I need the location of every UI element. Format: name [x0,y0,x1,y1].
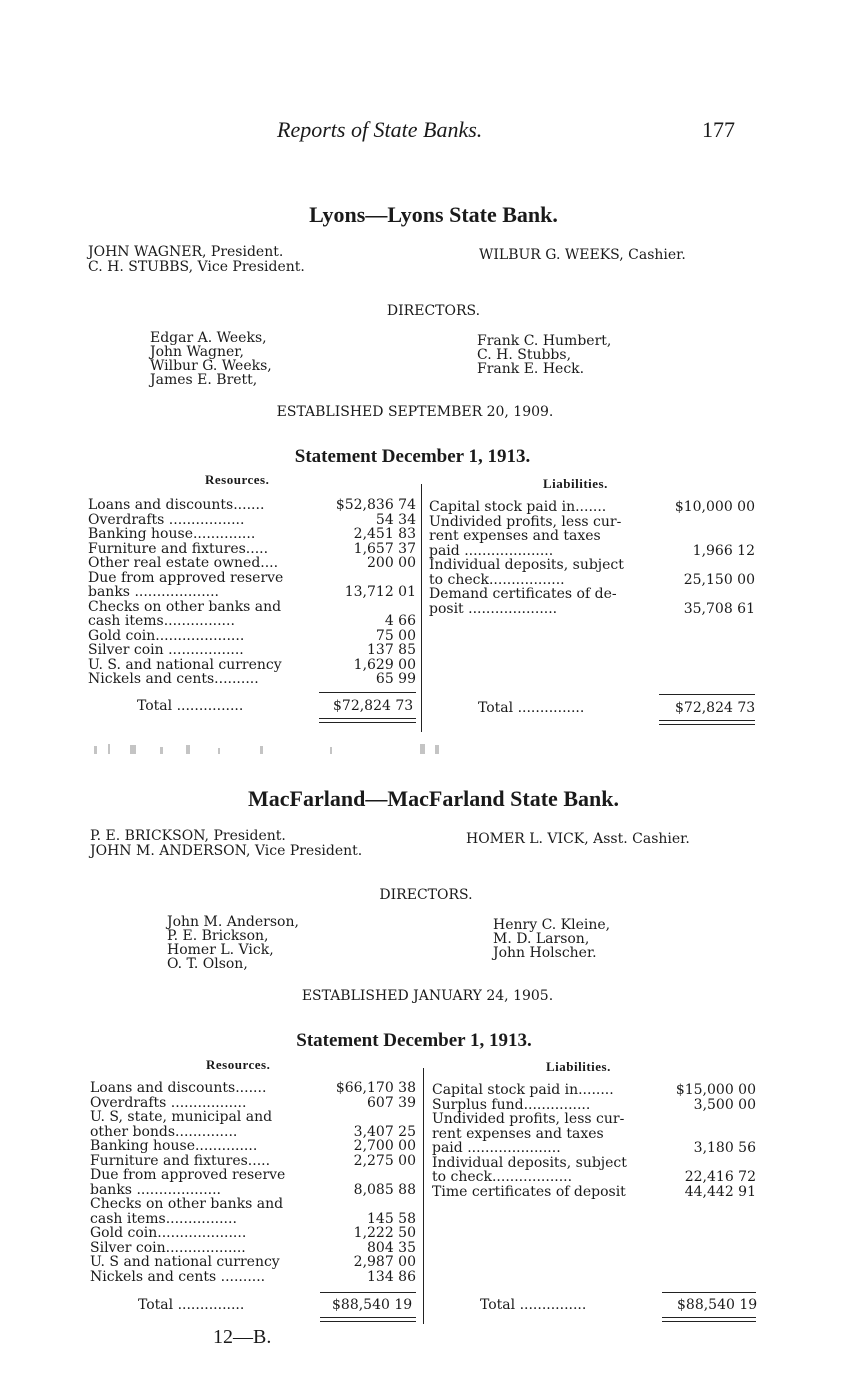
line-item-amount: $15,000 00 [675,1082,756,1098]
line-item-label: Due from approved reserve [90,1167,286,1183]
line-item [432,1170,756,1185]
total-liabilities: $72,824 73 [675,700,756,716]
directors-heading: DIRECTORS. [386,303,481,319]
page-number: 177 [702,117,735,142]
line-item-label: to check................. [429,571,565,588]
running-head-title: Reports of State Banks. [277,117,483,142]
line-item-amount: 2,700 00 [353,1138,416,1154]
line-item [90,1096,416,1111]
line-item-label: Silver coin.................. [90,1239,246,1256]
line-item-label: Checks on other banks and [88,598,282,615]
line-item-amount: 1,629 00 [353,656,416,673]
total-double-rule [320,1317,416,1318]
line-item-amount: 2,987 00 [353,1254,416,1270]
total-resources: $72,824 73 [333,698,414,714]
line-item [429,500,755,515]
line-item-label: Undivided profits, less cur- [432,1111,625,1127]
total-rule [319,692,416,693]
line-item [90,1125,416,1140]
line-item [88,672,416,687]
director-name: John Holscher. [493,945,597,961]
line-item-label: cash items................ [90,1210,237,1227]
line-item-label: Furniture and fixtures..... [90,1152,271,1169]
line-item-label: other bonds.............. [90,1123,238,1140]
liabilities-heading: Liabilities. [543,476,608,491]
director-name: M. D. Larson, [493,931,590,947]
line-item-label: Due from approved reserve [88,569,284,586]
line-item-label: Gold coin.................... [88,627,245,644]
total-label: Total ............... [478,700,585,716]
officer-president: P. E. BRICKSON, President. [90,828,286,844]
line-item [88,629,416,644]
line-item-label: Gold coin.................... [90,1225,247,1241]
established-date: ESTABLISHED SEPTEMBER 20, 1909. [276,404,554,420]
line-item [429,602,755,617]
line-item-label: paid ..................... [432,1140,561,1156]
total-rule [320,1292,416,1293]
line-item-label: banks ................... [90,1181,221,1198]
line-item-amount: 134 86 [367,1268,416,1285]
line-item-amount: 4 66 [384,613,416,629]
line-item-amount: 25,150 00 [683,571,755,588]
line-item [90,1270,416,1285]
line-item [429,558,755,573]
line-item [90,1168,416,1183]
line-item [432,1156,756,1171]
statement-heading: Statement December 1, 1913. [294,446,531,467]
line-item-label: to check.................. [432,1169,573,1185]
line-item [429,515,755,530]
line-item-amount: 1,222 50 [353,1225,416,1241]
line-item [90,1183,416,1198]
total-label: Total ............... [480,1297,587,1313]
line-item [429,544,755,559]
line-item-label: Banking house.............. [88,526,256,542]
line-item [90,1139,416,1154]
printer-signature: 12—B. [213,1326,272,1348]
line-item [432,1083,756,1098]
line-item-amount: 137 85 [367,642,416,658]
line-item [90,1212,416,1227]
total-double-rule [319,722,416,723]
line-item-label: Capital stock paid in....... [429,499,607,515]
line-item-amount: 22,416 72 [684,1169,756,1185]
line-item-amount: 2,451 83 [353,526,416,542]
line-item-label: Nickels and cents .......... [90,1268,266,1285]
bank-title: Lyons—Lyons State Bank. [309,202,558,227]
line-item-label: banks ................... [88,584,219,600]
director-name: Henry C. Kleine, [493,917,611,933]
line-item-label: Overdrafts ................. [90,1094,247,1111]
resources-heading: Resources. [206,1057,271,1072]
line-item [88,600,416,615]
line-item-amount: 35,708 61 [683,600,755,617]
line-item [90,1241,416,1256]
line-item [90,1255,416,1270]
line-item-label: rent expenses and taxes [432,1125,604,1142]
line-item-amount: 8,085 88 [353,1181,416,1198]
line-item [90,1226,416,1241]
line-item [429,573,755,588]
director-name: P. E. Brickson, [167,928,269,944]
line-item-amount: 1,966 12 [692,542,755,559]
line-item-label: Overdrafts ................. [88,511,245,528]
bank-title: MacFarland—MacFarland State Bank. [248,786,619,811]
director-name: Homer L. Vick, [167,942,274,958]
line-item-amount: 804 35 [367,1239,416,1256]
column-divider [423,1068,424,1324]
line-item-amount: $66,170 38 [335,1080,416,1096]
line-item-label: paid .................... [429,542,554,559]
total-double-rule [662,1317,756,1318]
line-item-amount: 65 99 [375,671,416,687]
line-item [432,1185,756,1200]
line-item-amount: 3,407 25 [353,1123,416,1140]
line-item-label: U. S. and national currency [88,656,282,673]
line-item-amount: 607 39 [367,1094,416,1111]
liabilities-list [432,1083,756,1199]
line-item-label: Loans and discounts....... [88,497,265,513]
line-item-amount: 1,657 37 [353,540,416,557]
total-double-rule [659,720,755,721]
line-item-label: cash items................ [88,613,235,629]
line-item [429,529,755,544]
line-item [88,542,416,557]
line-item-label: U. S, state, municipal and [90,1109,273,1125]
line-item [88,658,416,673]
line-item [88,513,416,528]
total-label: Total ............... [138,1297,245,1313]
director-name: Wilbur G. Weeks, [150,358,272,374]
line-item [432,1141,756,1156]
line-item [88,556,416,571]
line-item-amount: $10,000 00 [674,499,755,515]
line-item [90,1110,416,1125]
line-item-label: Checks on other banks and [90,1196,284,1212]
line-item [429,587,755,602]
officer-president: JOHN WAGNER, President. [88,244,284,260]
line-item [88,643,416,658]
resources-heading: Resources. [205,472,270,487]
line-item [432,1127,756,1142]
line-item-label: rent expenses and taxes [429,528,601,544]
total-rule [662,1292,756,1293]
line-item-amount: 54 34 [375,511,416,528]
line-item-label: Undivided profits, less cur- [429,513,622,530]
total-rule [659,694,755,695]
line-item [90,1154,416,1169]
line-item [90,1197,416,1212]
line-item-label: Demand certificates of de- [429,586,617,602]
line-item-amount: 44,442 91 [684,1183,756,1200]
resources-list [88,498,416,687]
director-name: O. T. Olson, [167,956,248,972]
director-name: Frank C. Humbert, [477,333,612,349]
established-date: ESTABLISHED JANUARY 24, 1905. [301,988,554,1004]
line-item-label: posit .................... [429,600,558,617]
director-name: C. H. Stubbs, [477,347,572,363]
line-item [88,527,416,542]
total-liabilities: $88,540 19 [677,1297,758,1313]
line-item-label: Nickels and cents.......... [88,671,259,687]
line-item [88,571,416,586]
officer-vice-president: JOHN M. ANDERSON, Vice President. [90,843,363,859]
line-item [88,498,416,513]
liabilities-heading: Liabilities. [546,1059,611,1074]
line-item-amount: 2,275 00 [353,1152,416,1169]
officer-cashier: WILBUR G. WEEKS, Cashier. [479,247,686,263]
line-item [432,1112,756,1127]
line-item-label: Banking house.............. [90,1138,258,1154]
total-double-rule [320,1321,416,1322]
line-item-amount: 145 58 [367,1210,416,1227]
line-item-label: Time certificates of deposit [432,1183,626,1200]
line-item [432,1098,756,1113]
bleed-through-marks [90,742,470,756]
director-name: Frank E. Heck. [477,361,585,377]
line-item-amount: 3,180 56 [693,1140,756,1156]
director-name: John Wagner, [150,344,244,360]
line-item-amount: 200 00 [367,555,416,571]
director-name: Edgar A. Weeks, [150,330,267,346]
resources-list [90,1081,416,1284]
line-item-amount: $52,836 74 [335,497,416,513]
total-double-rule [662,1321,756,1322]
line-item-label: Furniture and fixtures..... [88,540,269,557]
line-item-label: Surplus fund............... [432,1096,591,1113]
director-name: John M. Anderson, [167,914,299,930]
line-item-label: Loans and discounts....... [90,1080,267,1096]
line-item-amount: 3,500 00 [693,1096,756,1113]
total-double-rule [659,724,755,725]
officer-asst-cashier: HOMER L. VICK, Asst. Cashier. [466,831,690,847]
total-label: Total ............... [137,698,244,714]
line-item-label: U. S and national currency [90,1254,280,1270]
line-item-label: Individual deposits, subject [429,557,624,573]
line-item-amount: 75 00 [375,627,416,644]
director-name: James E. Brett, [150,372,258,388]
line-item-label: Other real estate owned.... [88,555,279,571]
column-divider [421,484,422,732]
officer-vice-president: C. H. STUBBS, Vice President. [88,259,305,275]
line-item-label: Capital stock paid in........ [432,1082,614,1098]
statement-heading: Statement December 1, 1913. [296,1030,532,1051]
line-item [90,1081,416,1096]
line-item [88,614,416,629]
liabilities-list [429,500,755,616]
line-item-amount: 13,712 01 [344,584,416,600]
line-item-label: Individual deposits, subject [432,1154,627,1171]
directors-heading: DIRECTORS. [379,887,473,903]
total-double-rule [319,718,416,719]
line-item-label: Silver coin ................. [88,642,244,658]
line-item [88,585,416,600]
total-resources: $88,540 19 [332,1297,413,1313]
